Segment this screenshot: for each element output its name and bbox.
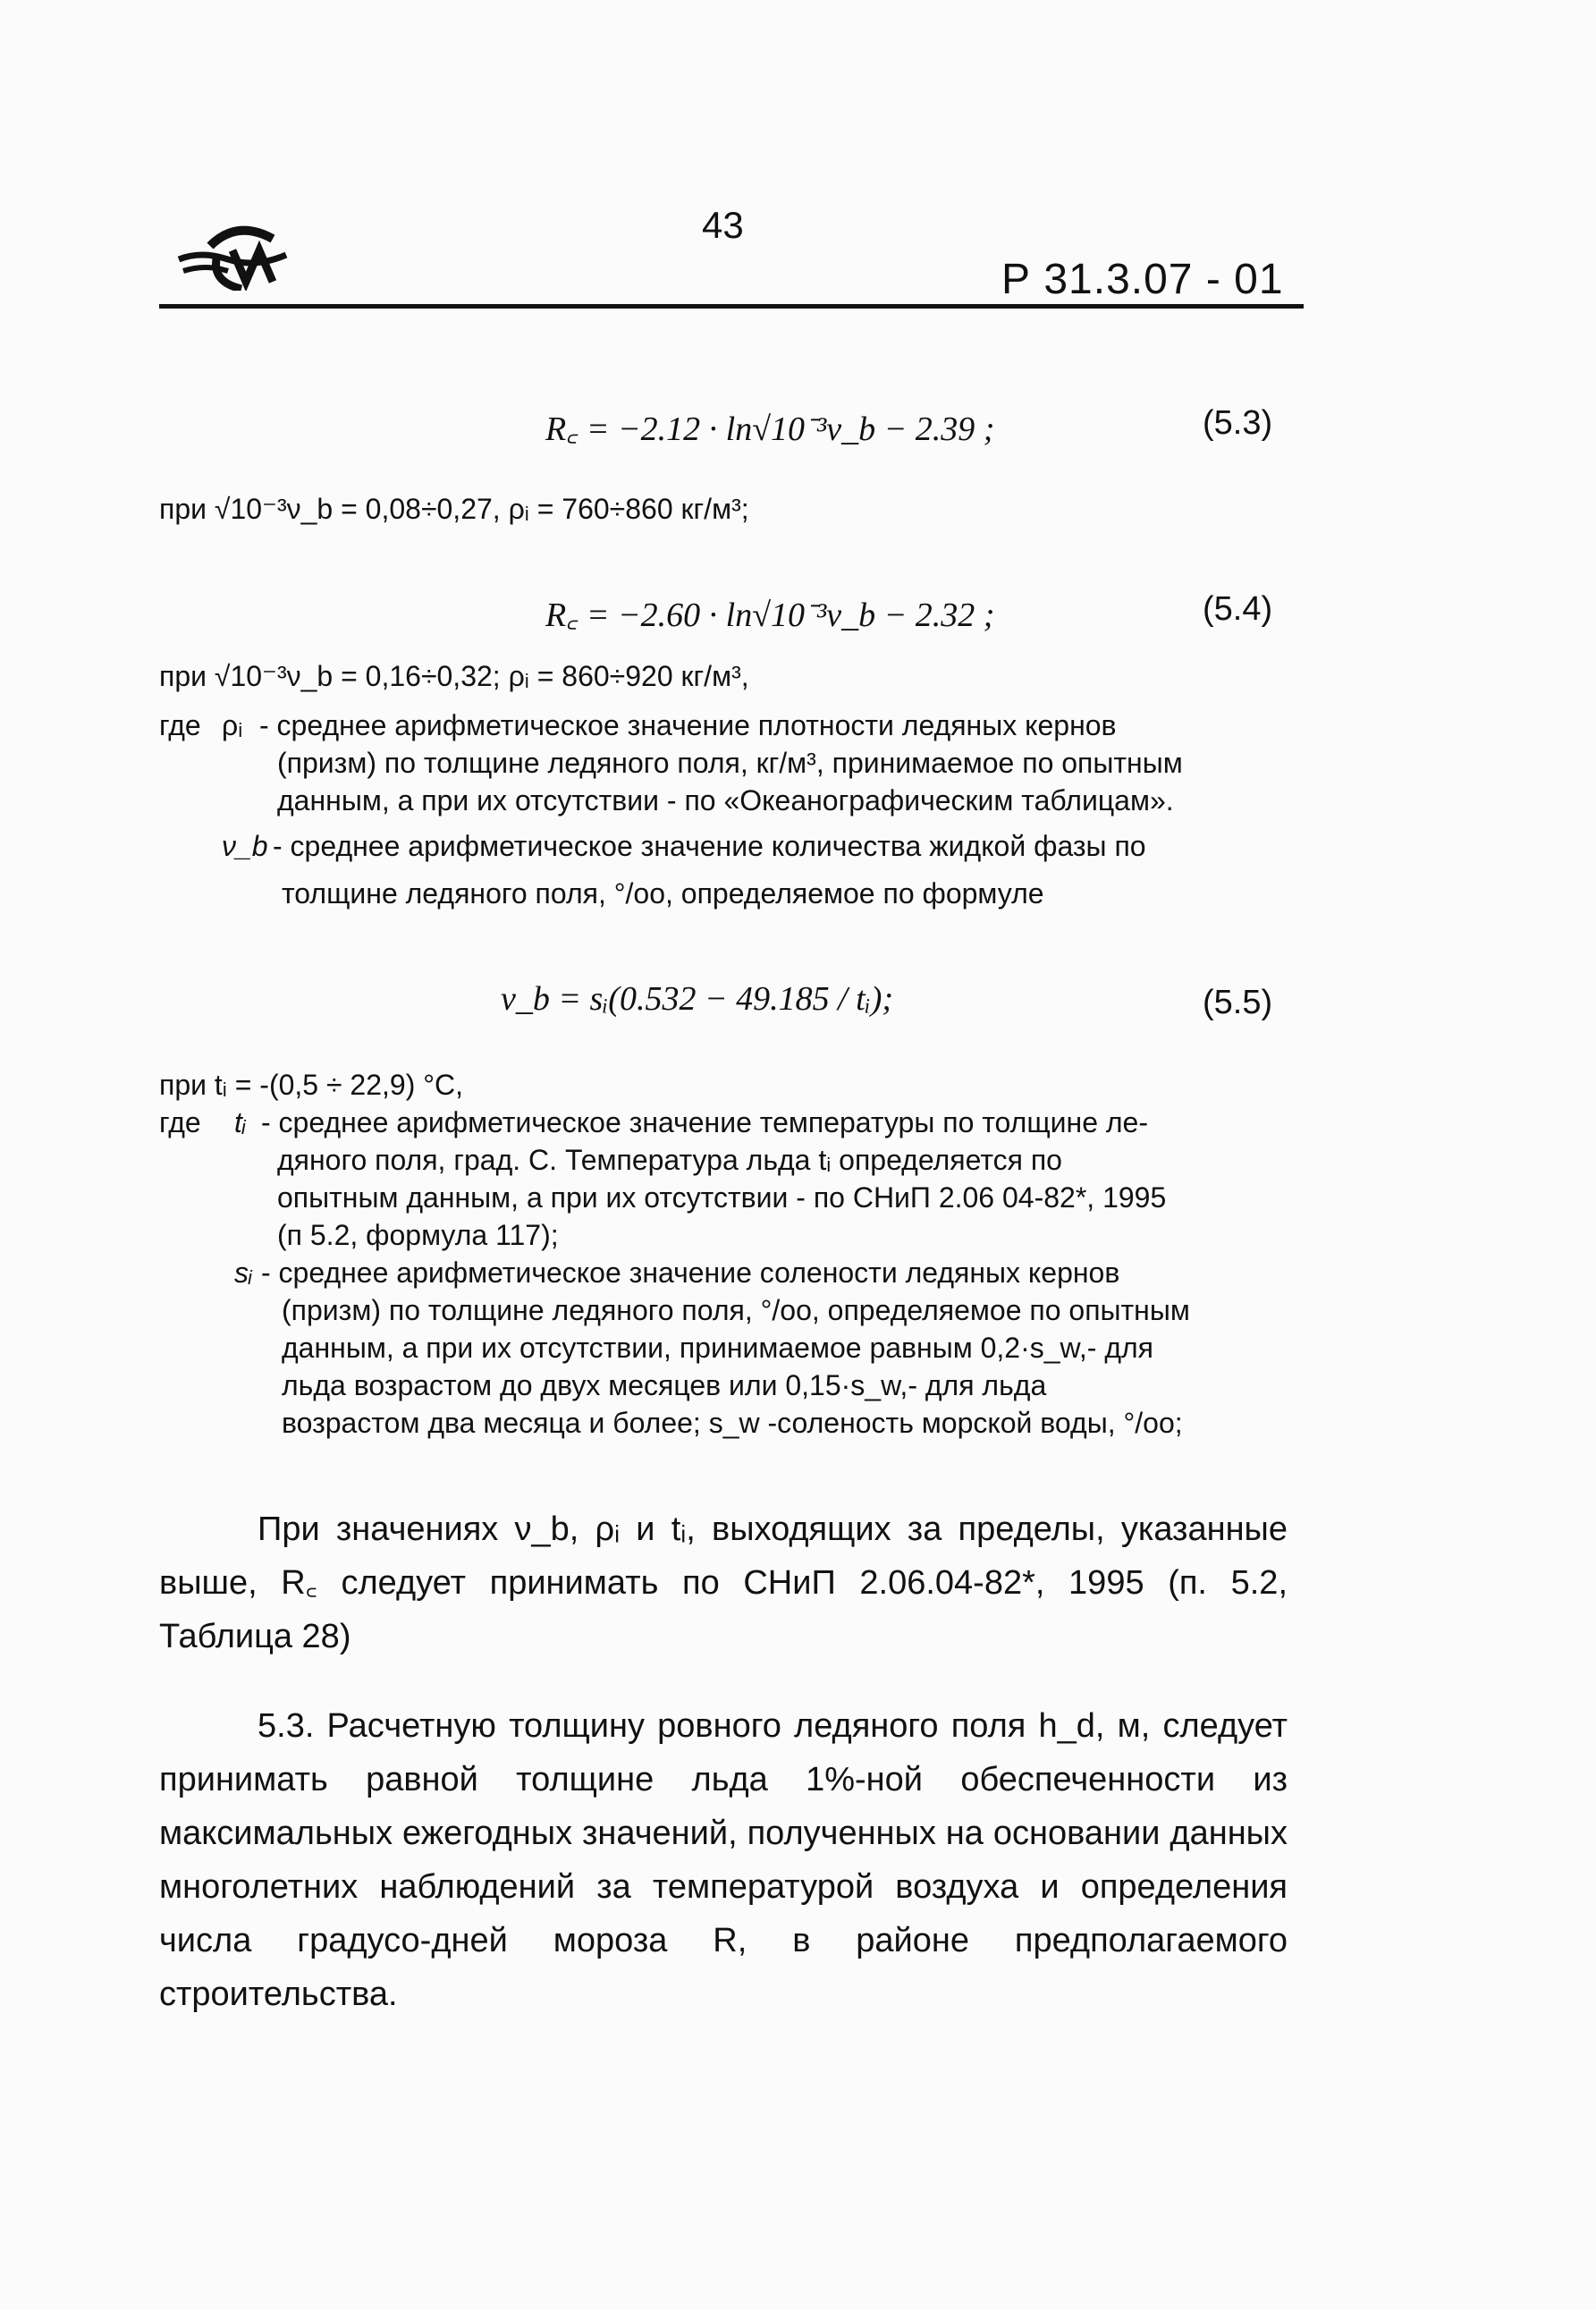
- definition-nu-symbol: ν_b: [222, 830, 268, 862]
- definition-s-line-2: (призм) по толщине ледяного поля, °/оо, определяемое по опытным: [282, 1294, 1190, 1326]
- formula-5-3: R꜀ = −2.12 · ln√10⁻³ν_b − 2.39 ;: [545, 410, 995, 448]
- definition-s-line-4: льда возрастом до двух месяцев или 0,15·s_w,- для льда: [282, 1369, 1047, 1401]
- definition-t-prefix: где: [159, 1106, 201, 1138]
- formula-5-5: ν_b = sᵢ(0.532 − 49.185 / tᵢ);: [501, 980, 894, 1018]
- formula-5-3-number: (5.3): [1203, 404, 1273, 442]
- condition-5-5: при tᵢ = -(0,5 ÷ 22,9) °С,: [159, 1069, 464, 1101]
- definition-rho-line-3: данным, а при их отсутствии - по «Океанографическим таблицам».: [277, 784, 1174, 817]
- definition-nu-line-2: толщине ледяного поля, °/оо, определяемое по формуле: [282, 877, 1044, 910]
- definition-nu-line-1: - среднее арифметическое значение количества жидкой фазы по: [273, 830, 1146, 862]
- definition-s-line-3: данным, а при их отсутствии, принимаемое равным 0,2·s_w,- для: [282, 1332, 1153, 1364]
- formula-5-4: R꜀ = −2.60 · ln√10⁻³ν_b − 2.32 ;: [545, 597, 995, 634]
- formula-5-5-number: (5.5): [1203, 984, 1273, 1021]
- page-number: 43: [702, 204, 744, 246]
- condition-5-3: при √10⁻³ν_b = 0,08÷0,27, ρᵢ = 760÷860 кг/м³;: [159, 493, 749, 525]
- condition-5-4: при √10⁻³ν_b = 0,16÷0,32; ρᵢ = 860÷920 кг/м³,: [159, 660, 749, 692]
- paragraph-5-3: 5.3. Расчетную толщину ровного ледяного поля h_d, м, следует принимать равной толщине льда 1%-ной обеспеченности из максимальных ежегодных значений, полученных на основании данных многолетних наблюдений за температурой воздуха и определения числа градусо-дней мороза R, в районе предполагаемого строительства.: [159, 1707, 1288, 2013]
- definition-rho-line-2: (призм) по толщине ледяного поля, кг/м³, принимаемое по опытным: [277, 747, 1183, 779]
- definition-t-line-2: дяного поля, град. С. Температура льда tᵢ определяется по: [277, 1144, 1062, 1176]
- definition-s-line-1: - среднее арифметическое значение солености ледяных кернов: [261, 1257, 1120, 1289]
- document-code: Р 31.3.07 - 01: [1001, 256, 1284, 303]
- definition-s-line-5: возрастом два месяца и более; s_w -соленость морской воды, °/оо;: [282, 1407, 1183, 1439]
- header-rule: [159, 304, 1304, 309]
- organization-logo-icon: [174, 219, 300, 291]
- paragraph-limits: При значениях ν_b, ρᵢ и tᵢ, выходящих за пределы, указанные выше, R꜀ следует принимать по СНиП 2.06.04-82*, 1995 (п. 5.2, Таблица 28): [159, 1510, 1288, 1655]
- definition-t-line-4: (п 5.2, формула 117);: [277, 1219, 559, 1251]
- definition-rho-prefix: где: [159, 709, 201, 741]
- definition-s-symbol: sᵢ: [234, 1257, 252, 1289]
- formula-5-4-number: (5.4): [1203, 590, 1273, 628]
- definition-rho-line-1: - среднее арифметическое значение плотности ледяных кернов: [259, 709, 1117, 741]
- definition-rho-symbol: ρᵢ: [222, 709, 243, 741]
- definition-t-line-3: опытным данным, а при их отсутствии - по СНиП 2.06 04-82*, 1995: [277, 1181, 1167, 1214]
- definition-t-line-1: - среднее арифметическое значение температуры по толщине ле-: [261, 1106, 1148, 1138]
- definition-t-symbol: tᵢ: [234, 1106, 246, 1138]
